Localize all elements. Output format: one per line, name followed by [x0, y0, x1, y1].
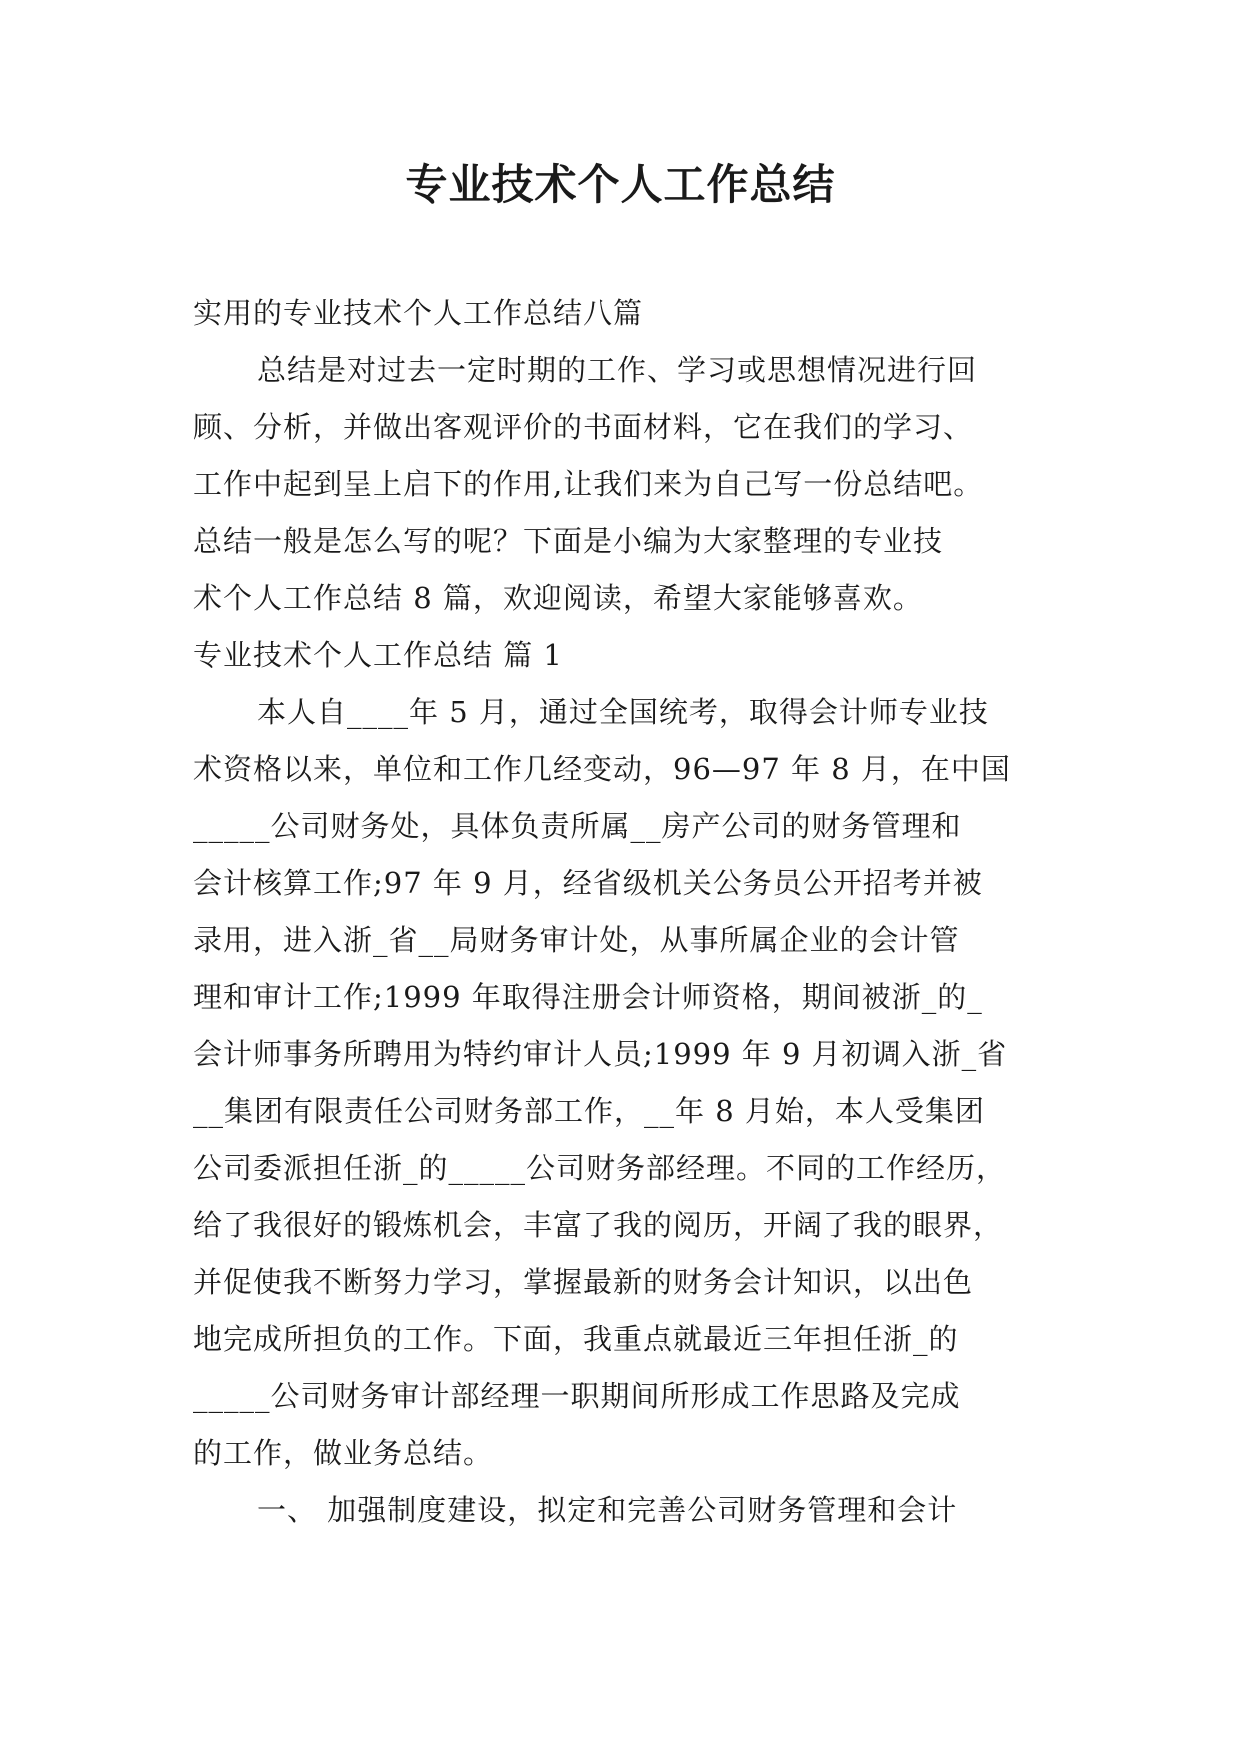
paragraph-line: 公司委派担任浙_的_____公司财务部经理。不同的工作经历，	[193, 1151, 1007, 1185]
paragraph-line: 给了我很好的锻炼机会，丰富了我的阅历，开阔了我的眼界，	[193, 1208, 1004, 1242]
paragraph-line: 并促使我不断努力学习，掌握最新的财务会计知识，以出色	[193, 1265, 974, 1299]
paragraph-line: __集团有限责任公司财务部工作，__年 8 月始，本人受集团	[193, 1094, 985, 1128]
paragraph-line: 的工作，做业务总结。	[193, 1436, 494, 1470]
paragraph-line: 录用，进入浙_省__局财务审计处，从事所属企业的会计管	[193, 923, 960, 957]
paragraph-line: 理和审计工作;1999 年取得注册会计师资格，期间被浙_的_	[193, 980, 983, 1014]
paragraph-line: 顾、分析，并做出客观评价的书面材料，它在我们的学习、	[193, 410, 974, 444]
paragraph-line: 本人自____年 5 月，通过全国统考，取得会计师专业技	[257, 695, 989, 729]
document-title: 专业技术个人工作总结	[405, 160, 836, 209]
paragraph-line: 地完成所担负的工作。下面，我重点就最近三年担任浙_的	[193, 1322, 959, 1356]
document-body	[193, 285, 1063, 1539]
paragraph-line: 总结是对过去一定时期的工作、学习或思想情况进行回	[257, 353, 978, 387]
subtitle-line: 实用的专业技术个人工作总结八篇	[193, 296, 644, 330]
paragraph-line: 总结一般是怎么写的呢？下面是小编为大家整理的专业技	[193, 524, 944, 558]
numbered-heading: 一、 加强制度建设，拟定和完善公司财务管理和会计	[257, 1493, 958, 1527]
paragraph-line: 会计核算工作;97 年 9 月，经省级机关公务员公开招考并被	[193, 866, 983, 900]
paragraph-line: 工作中起到呈上启下的作用,让我们来为自己写一份总结吧。	[193, 467, 984, 501]
paragraph-line: _____公司财务审计部经理一职期间所形成工作思路及完成	[193, 1379, 961, 1413]
paragraph-line: 术个人工作总结 8 篇，欢迎阅读，希望大家能够喜欢。	[193, 581, 923, 615]
paragraph-line: _____公司财务处，具体负责所属__房产公司的财务管理和	[193, 809, 962, 843]
section-heading: 专业技术个人工作总结 篇 1	[193, 638, 563, 672]
paragraph-line: 会计师事务所聘用为特约审计人员;1999 年 9 月初调入浙_省	[193, 1037, 1008, 1071]
paragraph-line: 术资格以来，单位和工作几经变动，96—97 年 8 月，在中国	[193, 752, 1011, 786]
